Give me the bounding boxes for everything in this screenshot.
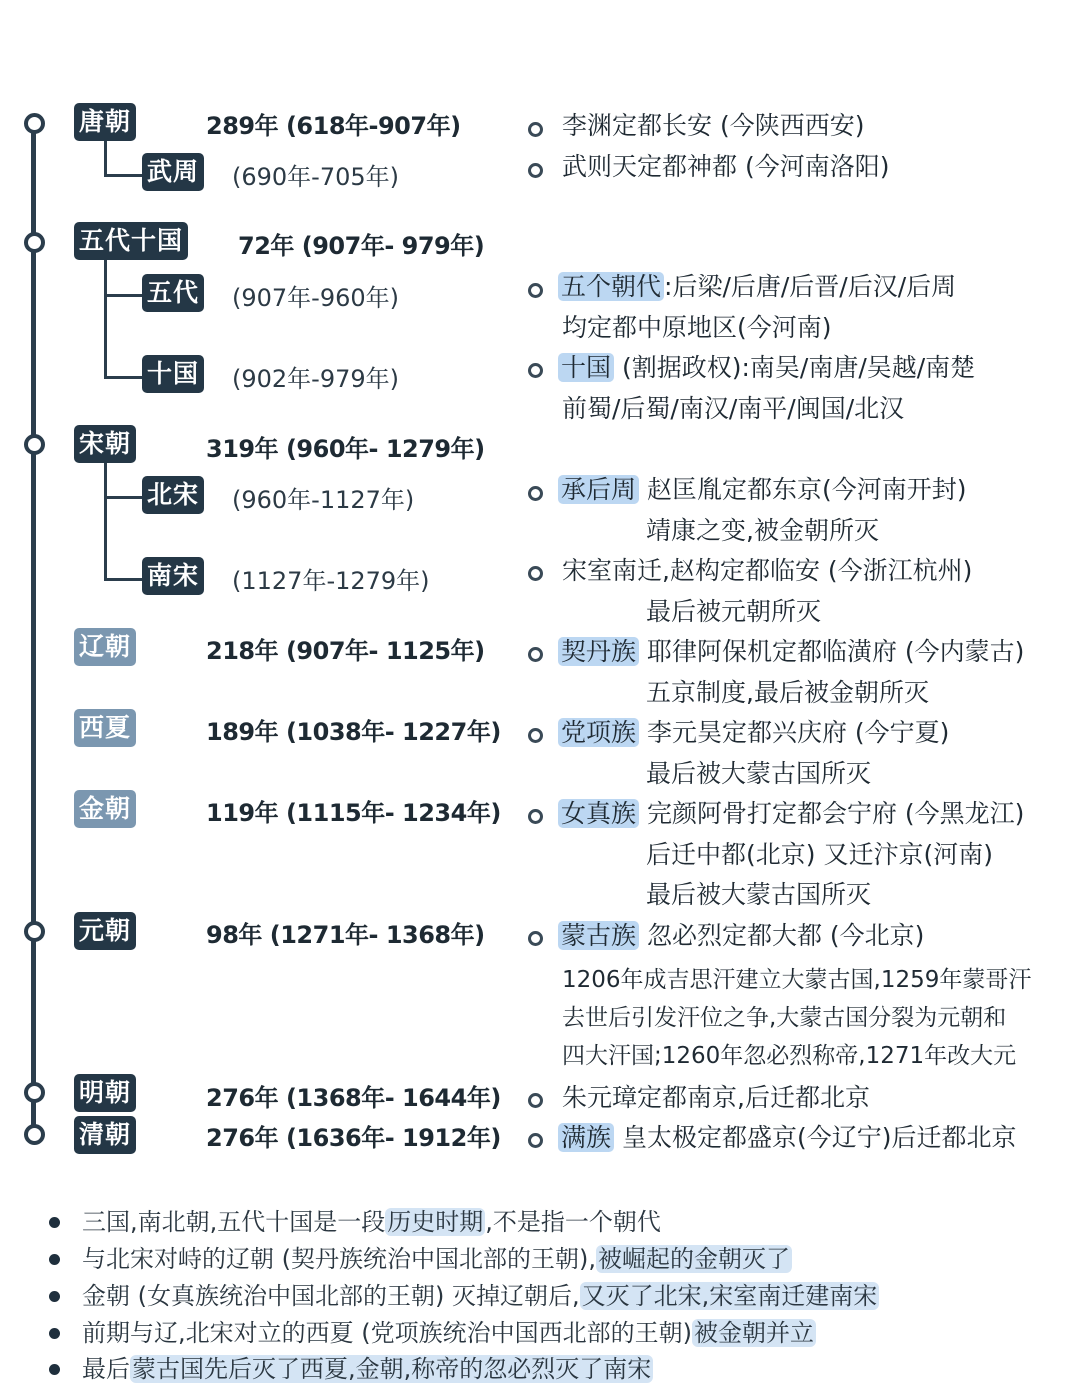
desc-wudai-line1: 五个朝代 :后梁/后唐/后晋/后汉/后周 bbox=[558, 271, 956, 303]
bullet-icon bbox=[528, 1133, 543, 1148]
desc-yuan-line2: 1206年成吉思汗建立大蒙古国,1259年蒙哥汗 bbox=[562, 967, 1032, 993]
highlight-tag: 女真族 bbox=[558, 799, 639, 828]
highlight-tag: 十国 bbox=[558, 353, 614, 382]
branch-shiguo bbox=[104, 292, 147, 379]
years-wudai: (907年-960年) bbox=[232, 284, 400, 312]
desc-beisong-line2: 靖康之变,被金朝所灭 bbox=[646, 516, 879, 545]
highlight-tag: 党项族 bbox=[558, 718, 639, 747]
note-bullet-icon bbox=[49, 1364, 60, 1375]
desc-xixia-line1: 党项族 李元昊定都兴庆府 (今宁夏) bbox=[558, 717, 949, 749]
bullet-icon bbox=[528, 486, 543, 501]
desc-xixia-line2: 最后被大蒙古国所灭 bbox=[646, 759, 872, 788]
badge-wudai-shiguo: 五代十国 bbox=[74, 222, 188, 260]
timeline-node-yuan bbox=[24, 921, 45, 942]
note-bullet-icon bbox=[49, 1254, 60, 1265]
highlight-tag: 承后周 bbox=[558, 475, 639, 504]
note-2: 与北宋对峙的辽朝 (契丹族统治中国北部的王朝),被崛起的金朝灭了 bbox=[82, 1245, 790, 1273]
bullet-icon bbox=[528, 363, 543, 378]
badge-nansong: 南宋 bbox=[142, 557, 204, 595]
bullet-icon bbox=[528, 728, 543, 743]
bullet-icon bbox=[528, 1093, 543, 1108]
badge-tang: 唐朝 bbox=[74, 103, 136, 141]
branch-nansong bbox=[104, 494, 147, 581]
years-wudai-shiguo: 72年 (907年- 979年) bbox=[238, 232, 485, 260]
years-ming: 276年 (1368年- 1644年) bbox=[206, 1084, 501, 1112]
highlight-tag: 五个朝代 bbox=[558, 272, 664, 301]
desc-jin-line1: 女真族 完颜阿骨打定都会宁府 (今黑龙江) bbox=[558, 798, 1024, 830]
years-shiguo: (902年-979年) bbox=[232, 365, 400, 393]
bullet-icon bbox=[528, 566, 543, 581]
years-xixia: 189年 (1038年- 1227年) bbox=[206, 718, 501, 746]
note-bullet-icon bbox=[49, 1328, 60, 1339]
years-qing: 276年 (1636年- 1912年) bbox=[206, 1124, 501, 1152]
years-liao: 218年 (907年- 1125年) bbox=[206, 637, 485, 665]
bullet-icon bbox=[528, 809, 543, 824]
desc-tang: 李渊定都长安 (今陕西西安) bbox=[562, 111, 865, 140]
badge-jin: 金朝 bbox=[74, 790, 136, 828]
desc-yuan-line3: 去世后引发汗位之争,大蒙古国分裂为元朝和 bbox=[562, 1005, 1007, 1031]
desc-nansong-line1: 宋室南迁,赵构定都临安 (今浙江杭州) bbox=[562, 556, 973, 585]
desc-jin-line3: 最后被大蒙古国所灭 bbox=[646, 880, 872, 909]
timeline-node-tang bbox=[24, 113, 45, 134]
timeline-node-song bbox=[24, 434, 45, 455]
note-bullet-icon bbox=[49, 1217, 60, 1228]
desc-wudai-line2: 均定都中原地区(今河南) bbox=[562, 313, 832, 342]
desc-ming: 朱元璋定都南京,后迁都北京 bbox=[562, 1083, 870, 1112]
desc-liao-line2: 五京制度,最后被金朝所灭 bbox=[646, 678, 929, 707]
branch-wuzhou bbox=[104, 140, 147, 177]
highlight-tag: 契丹族 bbox=[558, 637, 639, 666]
desc-shiguo-line2: 前蜀/后蜀/南汉/南平/闽国/北汉 bbox=[562, 394, 905, 423]
badge-yuan: 元朝 bbox=[74, 912, 136, 950]
desc-liao-line1: 契丹族 耶律阿保机定都临潢府 (今内蒙古) bbox=[558, 636, 1024, 668]
years-yuan: 98年 (1271年- 1368年) bbox=[206, 921, 485, 949]
timeline-node-ming bbox=[24, 1082, 45, 1103]
years-tang: 289年 (618年-907年) bbox=[206, 112, 461, 140]
years-nansong: (1127年-1279年) bbox=[232, 567, 430, 595]
badge-wudai: 五代 bbox=[142, 274, 204, 312]
highlight-tag: 满族 bbox=[558, 1123, 614, 1152]
bullet-icon bbox=[528, 283, 543, 298]
badge-ming: 明朝 bbox=[74, 1074, 136, 1112]
badge-qing: 清朝 bbox=[74, 1116, 136, 1154]
note-3: 金朝 (女真族统治中国北部的王朝) 灭掉辽朝后,又灭了北宋,宋室南迁建南宋 bbox=[82, 1282, 878, 1310]
badge-xixia: 西夏 bbox=[74, 709, 136, 747]
bullet-icon bbox=[528, 163, 543, 178]
badge-liao: 辽朝 bbox=[74, 628, 136, 666]
bullet-icon bbox=[528, 931, 543, 946]
desc-beisong-line1: 承后周 赵匡胤定都东京(今河南开封) bbox=[558, 474, 966, 506]
note-1: 三国,南北朝,五代十国是一段历史时期,不是指一个朝代 bbox=[82, 1208, 661, 1236]
years-song: 319年 (960年- 1279年) bbox=[206, 435, 485, 463]
highlight-tag: 蒙古族 bbox=[558, 921, 639, 950]
badge-beisong: 北宋 bbox=[142, 476, 204, 514]
years-beisong: (960年-1127年) bbox=[232, 486, 415, 514]
desc-jin-line2: 后迁中都(北京) 又迁汴京(河南) bbox=[646, 840, 993, 869]
badge-song: 宋朝 bbox=[74, 425, 136, 463]
badge-wuzhou: 武周 bbox=[142, 153, 204, 191]
note-4: 前期与辽,北宋对立的西夏 (党项族统治中国西北部的王朝)被金朝并立 bbox=[82, 1319, 814, 1347]
bullet-icon bbox=[528, 647, 543, 662]
desc-yuan-line1: 蒙古族 忽必烈定都大都 (今北京) bbox=[558, 920, 924, 952]
note-bullet-icon bbox=[49, 1291, 60, 1302]
timeline-node-wudai bbox=[24, 232, 45, 253]
desc-wuzhou: 武则天定都神都 (今河南洛阳) bbox=[562, 152, 890, 181]
years-wuzhou: (690年-705年) bbox=[232, 163, 400, 191]
desc-nansong-line2: 最后被元朝所灭 bbox=[646, 597, 822, 626]
desc-qing: 满族 皇太极定都盛京(今辽宁)后迁都北京 bbox=[558, 1122, 1016, 1154]
bullet-icon bbox=[528, 122, 543, 137]
timeline-node-qing bbox=[24, 1124, 45, 1145]
desc-shiguo-line1: 十国 (割据政权):南吴/南唐/吴越/南楚 bbox=[558, 352, 975, 384]
badge-shiguo: 十国 bbox=[142, 355, 204, 393]
desc-yuan-line4: 四大汗国;1260年忽必烈称帝,1271年改大元 bbox=[562, 1043, 1017, 1069]
timeline-line bbox=[31, 122, 36, 1134]
note-5: 最后蒙古国先后灭了西夏,金朝,称帝的忽必烈灭了南宋 bbox=[82, 1355, 652, 1383]
years-jin: 119年 (1115年- 1234年) bbox=[206, 799, 501, 827]
